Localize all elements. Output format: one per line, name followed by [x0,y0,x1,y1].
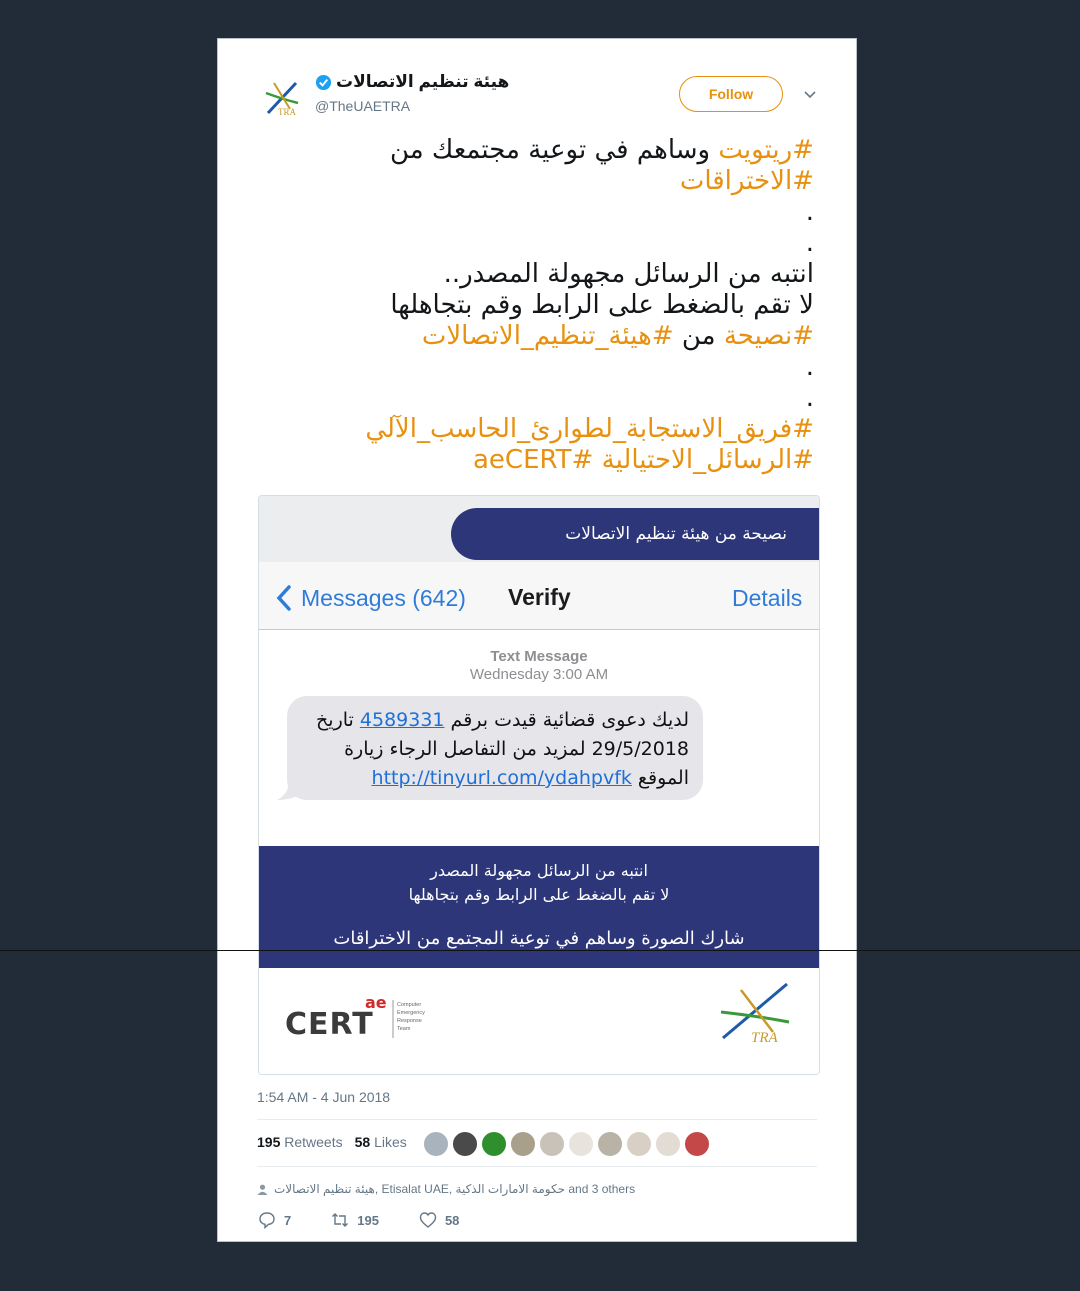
sms-line-1: لديك دعوى قضائية قيدت برقم 4589331 تاريخ [316,709,689,731]
account-handle[interactable]: @TheUAETRA [315,98,411,114]
heart-icon [419,1211,437,1229]
hashtag-link[interactable]: #الرسائل_الاحتيالية [601,445,814,475]
verified-badge-icon [315,74,332,91]
divider [257,1119,817,1120]
messages-back-label: Messages (642) [301,585,466,611]
retweets-stat[interactable]: 195 Retweets [257,1134,343,1150]
tweet-line [258,135,814,166]
avatar-label: TRA [278,107,296,117]
liker-avatar[interactable] [423,1131,449,1157]
tweet-text-run: انتبه من الرسائل مجهولة المصدر.. [443,259,814,289]
hashtag-link[interactable]: #هيئة_تنظيم_الاتصالات [421,321,674,351]
tweet-line [258,383,814,414]
liker-avatar[interactable] [481,1131,507,1157]
retweet-icon [331,1211,349,1229]
tweet-line [258,166,814,197]
hashtag-link[interactable]: #ريتويت [718,135,814,165]
tweet-text-run: من [673,321,724,351]
logo-band [259,968,819,1075]
tweet-text-run: وساهم في توعية مجتمعك من [389,135,719,165]
tweet-text-run: لا تقم بالضغط على الرابط وقم بتجاهلها [390,290,814,320]
follow-button[interactable]: Follow [679,76,783,112]
tra-advice-banner: نصيحة من هيئة تنظيم الاتصالات [451,508,820,560]
reply-icon [258,1211,276,1229]
ios-navigation-bar [259,562,819,630]
svg-text:CERT: CERT [285,1007,374,1042]
svg-text:Response: Response [397,1018,422,1024]
followed-by-text[interactable]: هيئة تنظيم الاتصالات, Etisalat UAE, حكومة الامارات الذكية and 3 others [274,1182,636,1196]
liker-avatar[interactable] [626,1131,652,1157]
hashtag-link[interactable]: #فريق_الاستجابة_لطوارئ_الحاسب_الآلي [365,414,814,444]
like-count: 58 [444,1212,460,1228]
phishing-link: http://tinyurl.com/ydahpvfk [371,767,632,789]
warning-line-3: شارك الصورة وساهم في توعية المجتمع من الاختراقات [333,928,745,949]
back-chevron-icon [276,585,292,611]
svg-text:ae: ae [365,994,387,1012]
hashtag-link[interactable]: #نصيحة [723,321,814,351]
tweet-actions [258,1211,499,1229]
tweet-card [217,38,857,1242]
tweet-text-run: . [805,228,814,258]
tweet-timestamp[interactable]: 1:54 AM - 4 Jun 2018 [257,1089,391,1105]
message-type: Text Message [490,648,588,665]
tweet-line [258,197,814,228]
sms-line-2: 29/5/2018 لمزيد من التفاصل الرجاء زيارة [344,738,689,760]
likes-stat[interactable]: 58 Likes [354,1134,407,1150]
tweet-text-run [593,445,601,475]
engagement-stats [257,1134,407,1150]
tweet-line [258,445,814,476]
followed-by [257,1182,635,1196]
overlay-separator-line [0,950,1080,951]
tra-avatar-logo[interactable] [262,79,302,117]
account-name[interactable] [315,72,509,92]
liker-avatar[interactable] [510,1131,536,1157]
liker-avatar[interactable] [539,1131,565,1157]
tweet-line [258,414,814,445]
liker-avatar[interactable] [684,1131,710,1157]
message-area [259,630,819,846]
tweet-media-image[interactable] [258,495,820,1075]
case-number: 4589331 [359,709,445,731]
liker-avatar[interactable] [655,1131,681,1157]
svg-text:Team: Team [397,1026,411,1032]
chevron-down-icon[interactable] [802,86,818,102]
tweet-line [258,228,814,259]
retweet-count: 195 [357,1212,379,1228]
sms-bubble [287,696,703,800]
conversation-title: Verify [508,584,571,610]
aecert-logo [283,994,433,1042]
svg-text:Emergency: Emergency [397,1010,425,1016]
tweet-text-run: . [805,383,814,413]
hashtag-link[interactable]: #aeCERT [473,445,594,475]
tweet-line [258,259,814,290]
warning-line-1: انتبه من الرسائل مجهولة المصدر [430,861,648,880]
tweet-line [258,352,814,383]
tra-logo [717,982,799,1044]
retweet-button[interactable] [331,1211,379,1229]
tweet-text [258,135,814,476]
liker-avatar[interactable] [452,1131,478,1157]
divider [257,1166,817,1167]
hashtag-link[interactable]: #الاختراقات [679,166,814,196]
message-time: Wednesday 3:00 AM [469,666,609,683]
reply-button[interactable] [258,1211,291,1229]
display-name-text[interactable]: هيئة تنظيم الاتصالات [336,72,510,91]
media-header [259,496,819,562]
tweet-text-run: . [805,352,814,382]
likers-avatars [423,1131,710,1157]
tweet-line [258,290,814,321]
reply-count: 7 [284,1212,292,1228]
svg-text:TRA: TRA [751,1030,778,1044]
svg-text:Computer: Computer [397,1002,422,1008]
person-icon [257,1184,268,1195]
details-label: Details [732,585,803,611]
sms-line-3: الموقع http://tinyurl.com/ydahpvfk [371,767,689,789]
liker-avatar[interactable] [568,1131,594,1157]
tweet-text-run: . [805,197,814,227]
like-button[interactable] [419,1211,459,1229]
warning-line-2: لا تقم بالضغط على الرابط وقم بتجاهلها [408,885,670,904]
liker-avatar[interactable] [597,1131,623,1157]
tweet-line [258,321,814,352]
